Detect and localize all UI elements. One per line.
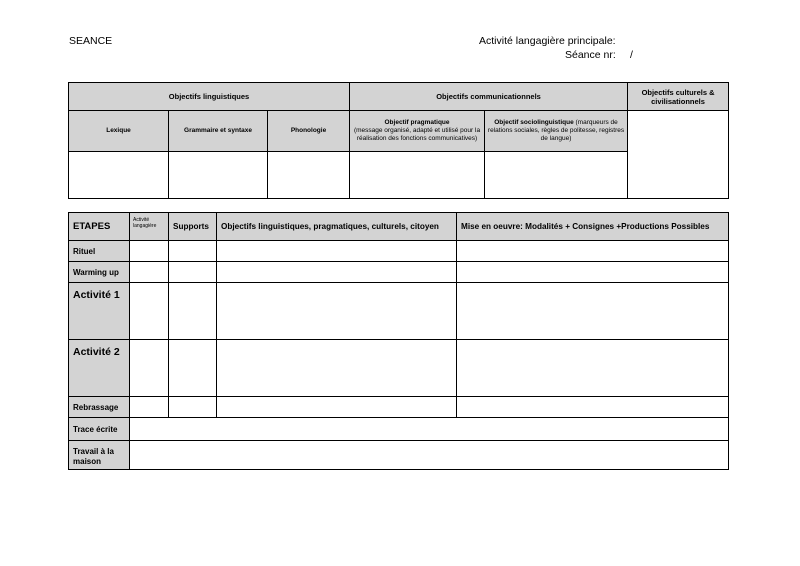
header-etapes: ETAPES <box>69 213 130 241</box>
header-mise-en-oeuvre: Mise en oeuvre: Modalités + Consignes +Productions Possibles <box>457 213 729 241</box>
seance-number-label: Séance nr: <box>565 49 616 61</box>
cell-grammaire-input[interactable] <box>169 152 268 199</box>
socio-title: Objectif sociolinguistique <box>494 119 574 126</box>
seance-number-separator: / <box>630 49 633 61</box>
socio-description: (marqueurs de relations sociales, règles de politesse, registres de langue) <box>487 119 625 142</box>
warming-activite-cell[interactable] <box>130 262 169 283</box>
travail-maison-cell[interactable] <box>130 441 729 470</box>
cell-socio-input[interactable] <box>485 152 628 199</box>
header-grammaire <box>169 111 268 152</box>
activite1-activite-cell[interactable] <box>130 283 169 340</box>
pragmatique-title: Objectif pragmatique <box>384 119 450 126</box>
activite1-supports-cell[interactable] <box>169 283 217 340</box>
rebrassage-activite-cell[interactable] <box>130 397 169 418</box>
header-objectif-sociolinguistique <box>485 111 628 152</box>
seance-title: SEANCE <box>69 35 113 47</box>
rituel-mise-cell[interactable] <box>457 241 729 262</box>
activite2-supports-cell[interactable] <box>169 340 217 397</box>
header-objectif-pragmatique <box>350 111 485 152</box>
rituel-supports-cell[interactable] <box>169 241 217 262</box>
rebrassage-objectifs-cell[interactable] <box>217 397 457 418</box>
rebrassage-mise-cell[interactable] <box>457 397 729 418</box>
cell-pragmatique-input[interactable] <box>350 152 485 199</box>
header-objectifs-communicationnels: Objectifs communicationnels <box>350 83 628 111</box>
objectifs-table <box>68 82 729 199</box>
phonologie-label: Phonologie <box>290 127 327 134</box>
activite2-activite-cell[interactable] <box>130 340 169 397</box>
cell-lexique-input[interactable] <box>69 152 169 199</box>
warming-supports-cell[interactable] <box>169 262 217 283</box>
header-supports: Supports <box>169 213 217 241</box>
row-label-activite-1: Activité 1 <box>69 283 130 340</box>
row-label-activite-2: Activité 2 <box>69 340 130 397</box>
activite-langagiere-label: Activité langagière principale: <box>479 35 616 47</box>
header-activite-langagiere: Activité langagière <box>130 213 169 241</box>
lexique-label: Lexique <box>106 127 131 134</box>
pragmatique-description: (message organisé, adapté et utilisé pour la réalisation des fonctions communicatives) <box>353 127 481 142</box>
row-label-trace-ecrite: Trace écrite <box>69 418 130 441</box>
row-label-rituel: Rituel <box>69 241 130 262</box>
etapes-table <box>68 212 729 470</box>
warming-objectifs-cell[interactable] <box>217 262 457 283</box>
activite1-objectifs-cell[interactable] <box>217 283 457 340</box>
rituel-objectifs-cell[interactable] <box>217 241 457 262</box>
row-label-warming-up: Warming up <box>69 262 130 283</box>
cell-culturels-input[interactable] <box>628 111 729 199</box>
row-label-travail-maison: Travail à la maison <box>69 441 130 470</box>
trace-ecrite-cell[interactable] <box>130 418 729 441</box>
header-phonologie <box>268 111 350 152</box>
header-objectifs-culturels: Objectifs culturels & civilisationnels <box>628 83 729 111</box>
header-lexique <box>69 111 169 152</box>
activite2-objectifs-cell[interactable] <box>217 340 457 397</box>
rebrassage-supports-cell[interactable] <box>169 397 217 418</box>
rituel-activite-cell[interactable] <box>130 241 169 262</box>
activite1-mise-cell[interactable] <box>457 283 729 340</box>
header-objectifs-linguistiques: Objectifs linguistiques <box>69 83 350 111</box>
cell-phonologie-input[interactable] <box>268 152 350 199</box>
warming-mise-cell[interactable] <box>457 262 729 283</box>
activite2-mise-cell[interactable] <box>457 340 729 397</box>
row-label-rebrassage: Rebrassage <box>69 397 130 418</box>
header-objectifs: Objectifs linguistiques, pragmatiques, culturels, citoyen <box>217 213 457 241</box>
grammaire-label: Grammaire et syntaxe <box>184 127 252 134</box>
